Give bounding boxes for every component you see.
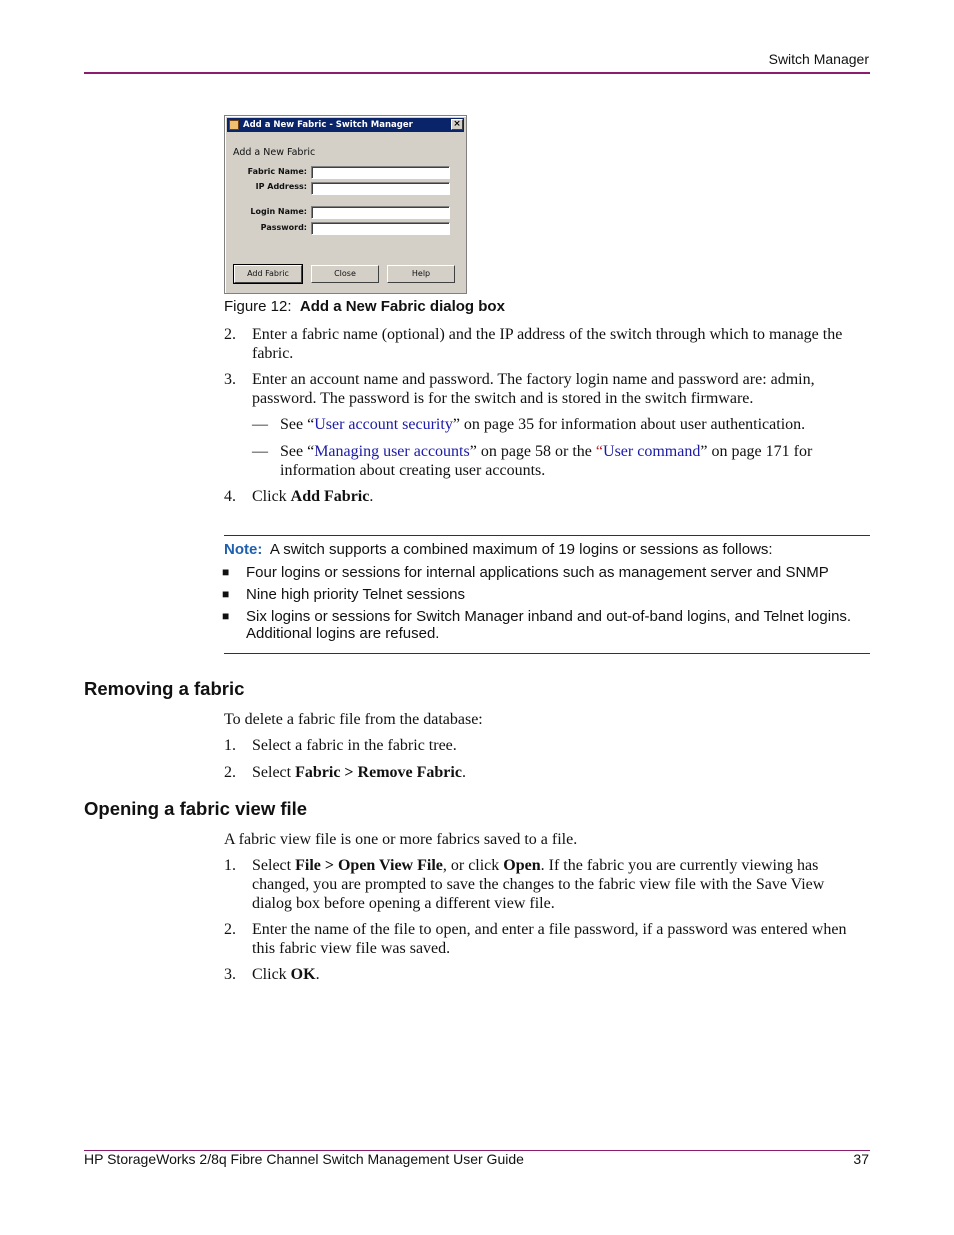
note-item: Nine high priority Telnet sessions — [246, 586, 466, 603]
bullet-icon: ■ — [222, 609, 230, 623]
dialog-heading: Add a New Fabric — [233, 147, 316, 158]
step-bold: Fabric > Remove Fabric — [295, 764, 462, 781]
close-button[interactable]: Close — [311, 265, 379, 283]
step-text-part: , or click — [442, 857, 504, 874]
note-text: A switch supports a combined maximum of 19 logins or sessions as follows: — [269, 541, 773, 558]
step-text-part: . — [315, 966, 320, 983]
step-number: 3. — [224, 371, 236, 388]
figure-title: Add a New Fabric dialog box — [299, 298, 505, 315]
step-number: 2. — [224, 326, 236, 343]
bullet-icon: ■ — [222, 565, 230, 579]
quote-open: “ — [595, 443, 604, 460]
section-heading-opening: Opening a fabric view file — [84, 798, 308, 819]
dialog-title: Add a New Fabric - Switch Manager — [243, 120, 413, 130]
step-text-part: . If the fabric you are currently viewing has changed, you are prompted to save the changes to the fabric view file with the Save View dialog box before opening a different view file. — [252, 857, 825, 912]
fabric-name-field[interactable] — [311, 166, 450, 179]
step-bold: Add Fabric — [290, 488, 370, 505]
note-item: Four logins or sessions for internal applications such as management server and SNMP — [246, 564, 829, 581]
header-rule — [84, 72, 870, 74]
link-user-account-security[interactable]: User account security — [314, 416, 453, 433]
password-label: Password: — [260, 223, 307, 232]
ip-address-field[interactable] — [311, 182, 450, 195]
step-text: Select a fabric in the fabric tree. — [252, 737, 457, 754]
help-button[interactable]: Help — [387, 265, 455, 283]
step-text: Enter the name of the file to open, and enter a file password, if a password was entered when this fabric view file was saved. — [252, 921, 847, 957]
sub-item — [280, 415, 870, 434]
add-fabric-dialog — [224, 115, 467, 294]
step-number: 1. — [224, 737, 236, 754]
section-heading-removing: Removing a fabric — [84, 678, 245, 699]
figure-label: Figure 12: — [224, 298, 292, 315]
page-number: 37 — [853, 1151, 869, 1167]
step-bold: OK — [290, 966, 316, 983]
add-fabric-button[interactable]: Add Fabric — [234, 265, 302, 283]
step-text-part: . — [369, 488, 374, 505]
note — [224, 540, 773, 559]
step-number: 1. — [224, 857, 236, 874]
section-intro: A fabric view file is one or more fabrics saved to a file. — [224, 831, 578, 848]
app-icon — [229, 120, 239, 130]
sub-item — [280, 442, 870, 480]
step-text: Enter a fabric name (optional) and the IP address of the switch through which to manage the fabric. — [252, 326, 843, 362]
step-text — [252, 763, 867, 782]
sub-item-text: ” on page 58 or the — [469, 443, 596, 460]
footer-title: HP StorageWorks 2/8q Fibre Channel Switch Management User Guide — [84, 1151, 524, 1167]
sub-item-text: on page 171 for information about creating user accounts. — [280, 443, 813, 479]
step-text: Enter an account name and password. The factory login name and password are: admin, password. The password is for the switch and is stored in the switch firmware. — [252, 371, 815, 407]
ip-address-label: IP Address: — [255, 182, 307, 191]
dialog-titlebar — [227, 118, 464, 132]
quote-close: ” — [700, 443, 708, 460]
sub-item-text: See “ — [280, 416, 315, 433]
note-item: Six logins or sessions for Switch Manager inband and out-of-band logins, and Telnet logins. Additional logins are refused. — [246, 608, 852, 642]
step-text-part: Click — [252, 488, 291, 505]
step-bold: File > Open View File — [295, 857, 443, 874]
section-intro: To delete a fabric file from the database: — [224, 711, 483, 728]
note-bottom-rule — [224, 653, 870, 654]
step-text — [252, 487, 867, 506]
dash-bullet: — — [252, 443, 268, 460]
step-text-part: Select — [252, 857, 296, 874]
login-name-field[interactable] — [311, 206, 450, 219]
figure-caption — [224, 298, 505, 315]
step-text-part: Click — [252, 966, 291, 983]
step-text — [252, 856, 867, 913]
step-number: 2. — [224, 921, 236, 938]
close-icon[interactable]: × — [451, 119, 463, 130]
step-text — [252, 965, 867, 984]
dash-bullet: — — [252, 416, 268, 433]
bullet-icon: ■ — [222, 587, 230, 601]
step-number: 3. — [224, 966, 236, 983]
password-field[interactable] — [311, 222, 450, 235]
step-number: 2. — [224, 764, 236, 781]
note-top-rule — [224, 535, 870, 536]
sub-item-text: See “ — [280, 443, 315, 460]
sub-item-text: ” on page 35 for information about user authentication. — [452, 416, 806, 433]
step-text-part: . — [461, 764, 466, 781]
link-user-command[interactable]: User command — [603, 443, 701, 460]
step-text-part: Select — [252, 764, 296, 781]
fabric-name-label: Fabric Name: — [247, 167, 307, 176]
link-managing-user-accounts[interactable]: Managing user accounts — [314, 443, 470, 460]
step-number: 4. — [224, 488, 236, 505]
login-name-label: Login Name: — [250, 207, 307, 216]
running-header: Switch Manager — [768, 51, 869, 67]
note-label: Note: — [224, 541, 263, 558]
step-bold: Open — [503, 857, 541, 874]
